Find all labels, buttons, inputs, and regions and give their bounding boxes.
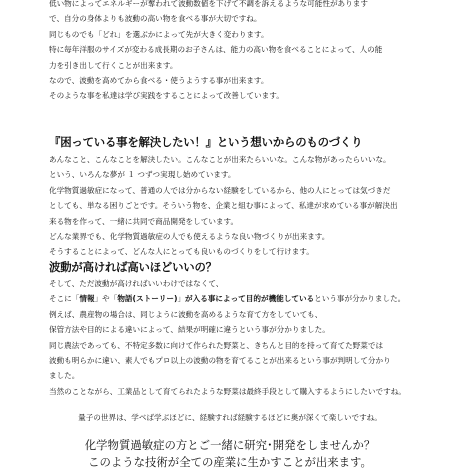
paragraph-line: としても、単なる困りごとです。そういう物を、企業と組む事によって、私達が求めている事が解決出 (49, 201, 398, 211)
cta-line-1: 化学物質過敏症の方とご一緒に研究･開発をしませんか？ (84, 438, 376, 452)
paragraph-line: 来る物を作って、一緒に共同で商品開発をしています。 (49, 216, 239, 226)
paragraph-line: どんな業界でも、化学物質過敏症の人でも使えるような良い物づくりが出来ます。 (49, 232, 330, 242)
section-vibration-body (49, 276, 421, 399)
paragraph-line: 同じ農法であっても、不特定多数に向けて作られた野菜と、きちんと目的を持って育てた野菜では (49, 340, 384, 350)
text-fragment: そこに「 (49, 294, 80, 304)
bold-fragment: 物語(ストーリー) (117, 294, 178, 304)
bold-fragment: 情報 (79, 294, 95, 304)
paragraph-line: なので、波動を高めてから食べる・使うようする事が出来ます。 (49, 76, 269, 86)
paragraph-line: 波動も明らかに違い、素人でもプロ以上の波動の物を育てることが出来るという事が判明して分かり (49, 356, 391, 366)
paragraph-line: 低い物によってエネルギーが奪われて波動数値を下げて不調を訴えるような可能性があります (49, 0, 368, 8)
closing-line: 量子の世界は、学べば学ぶほどに、経験すれば経験するほどに奥が深くて楽しいですね。 (78, 413, 382, 422)
paragraph-line: ました。 (49, 371, 80, 381)
section-heading: 波動が高ければ高いほどいいの？ (49, 260, 217, 274)
section-vibration (49, 259, 421, 275)
section-problem-solving-body (49, 152, 421, 260)
section-problem-solving (49, 134, 421, 150)
paragraph-line: という、いろんな夢が １ つずつ実現し始めています。 (49, 170, 236, 180)
section-heading: 『困っている事を解決したい！』という想いからのものづくり (49, 135, 363, 149)
paragraph-line: 例えば、農産物の場合は、同じように波動を高めるような育て方をしていても、 (49, 309, 323, 319)
paragraph-line: 保管方法や目的による違いによって、結果が明確に違うという事が分かりました。 (49, 325, 330, 335)
bold-fragment: が入る事によって目的が機能している (185, 294, 315, 304)
text-fragment: 」 (177, 294, 186, 304)
paragraph-line: 力を引き出して行くことが出来ます。 (49, 60, 178, 70)
paragraph-line: 特に毎年洋服のサイズが変わる成長期のお子さんは、能力の高い物を食べることによって、人の能 (49, 45, 383, 55)
paragraph-line: 同じものでも「どれ」を選ぶかによって先が大きく変わります。 (49, 29, 269, 39)
paragraph-line-emphasis (49, 291, 421, 306)
paragraph-line: そのような事を私達は学び実践をすることによって改善しています。 (49, 91, 284, 101)
paragraph-line: あんなこと、こんなことを解決したい。こんなことが出来たらいいな。こんな物があったらいいな。 (49, 155, 391, 164)
text-fragment: という事が分かりました。 (314, 294, 406, 304)
cta-line-2: このような技術が全ての産業に生かすことが出来ます。 (88, 455, 372, 469)
paragraph-line: そうすることによって、どんな人にとっても良いものづくりをして行けます。 (49, 247, 314, 257)
paragraph-line: 当然のことながら、工業品として育てられたような野菜は最終手段として購入するようにしたいですね。 (49, 386, 406, 396)
section-intro (49, 0, 421, 104)
paragraph-line: 化学物質過敏症になって、普通の人では分からない経験をしているから、他の人にとっては気づきだ (49, 185, 391, 195)
paragraph-line: そして、ただ波動が高ければいいわけではなくて、 (49, 279, 224, 288)
paragraph-line: で、自分の身体よりも波動の高い物を食べる事が大切ですね。 (49, 14, 262, 24)
text-fragment: 」や「 (94, 294, 118, 304)
